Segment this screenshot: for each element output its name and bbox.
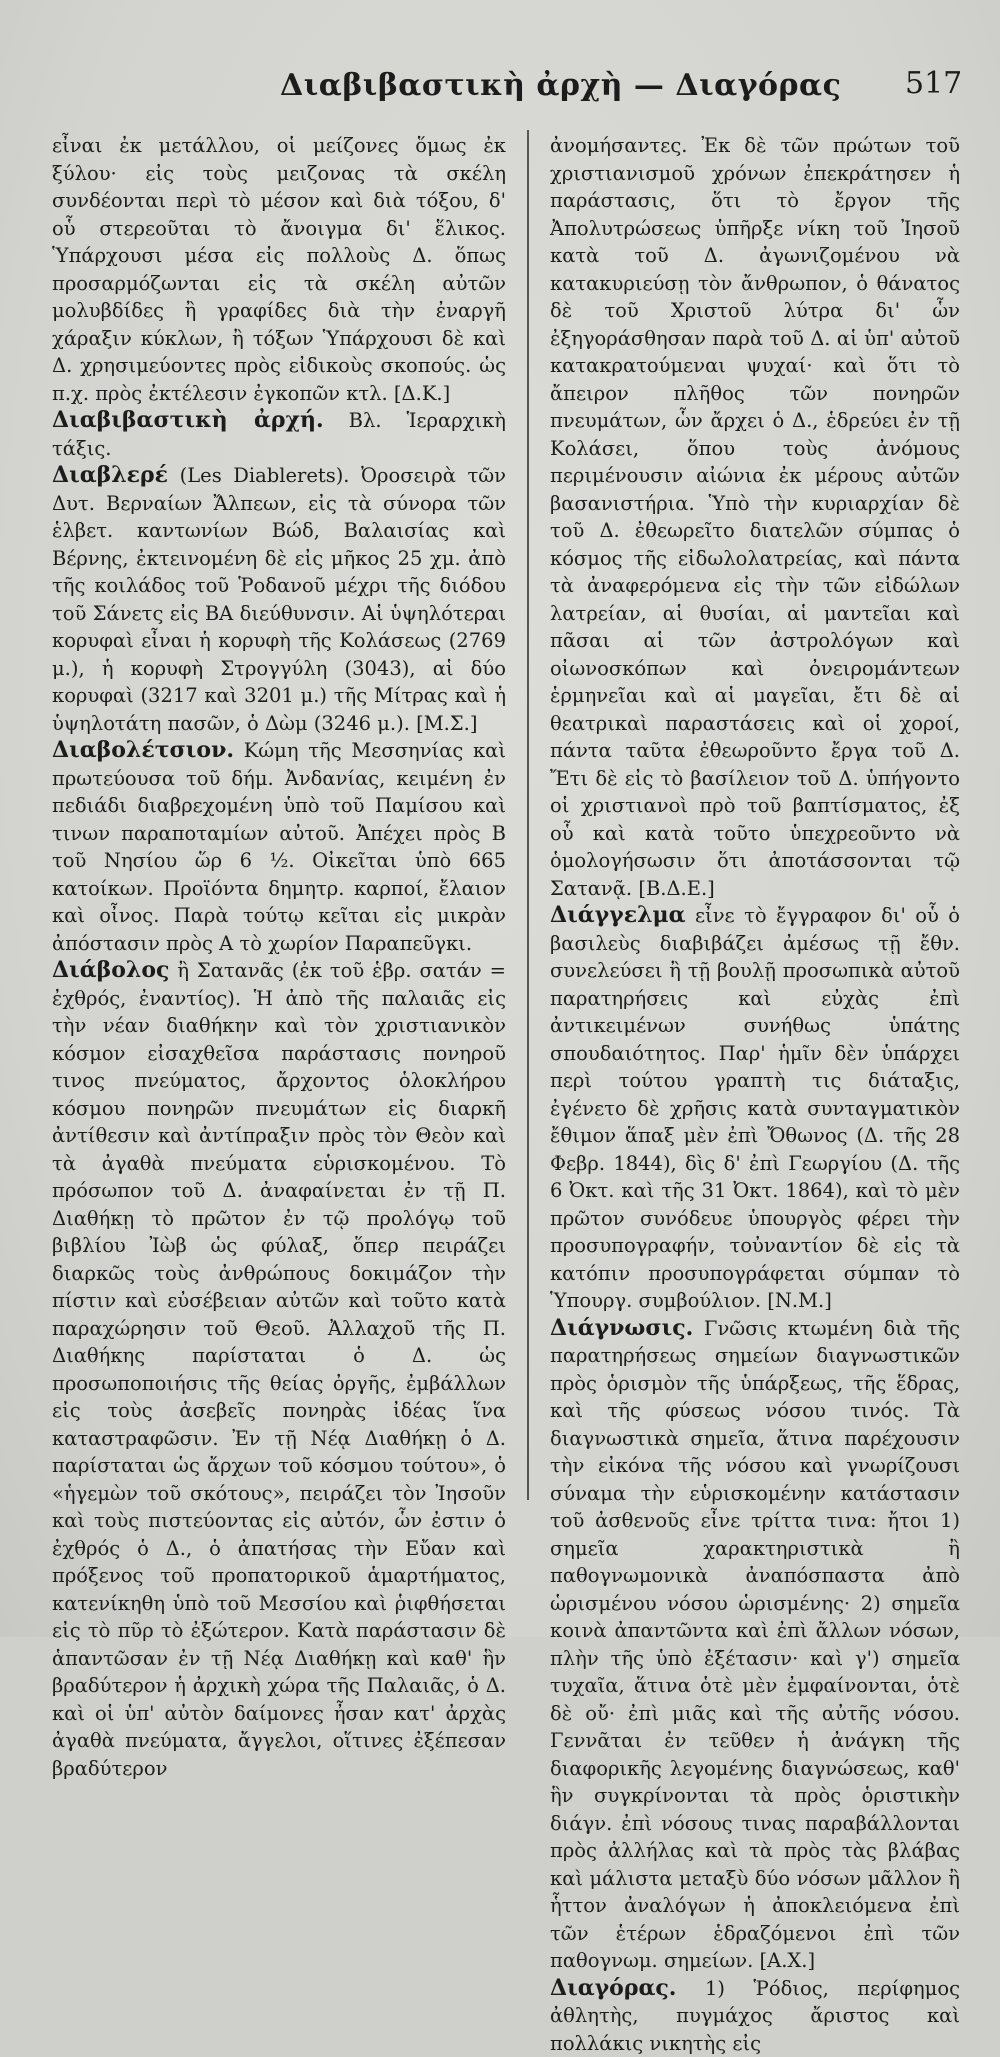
- entry-continuation: [52, 132, 506, 407]
- entry: [550, 1975, 960, 2057]
- entry: [52, 957, 506, 1782]
- entry: [550, 1315, 960, 1975]
- entry-text: εἶνε τὸ ἔγγραφον δι' οὗ ὁ βασιλεὺς διαβιβάζει ἀμέσως τῇ ἔθν. συνελεύσει ἢ τῇ βουλῇ προσωπικὰ αὐτοῦ παρατηρήσεις καὶ εὐχὰς ἐπὶ ἀντικειμένων συνήθως ὑπάτης σπουδαιότητος. Παρ' ἡμῖν δὲν ὑπάρχει περὶ τούτου γραπτὴ τις διάταξις, ἐγένετο δὲ χρῆσις κατὰ συνταγματικὸν ἔθιμον ἅπαξ μὲν ἐπὶ Ὄθωνος (Δ. τῆς 28 Φεβρ. 1844), δὶς δ' ἐπὶ Γεωργίου (Δ. τῆς 6 Ὀκτ. καὶ τῆς 31 Ὀκτ. 1864), καὶ τὸ μὲν πρῶτον συνόδευε ὑπουργὸς φέρει τὴν προσυπογραφήν, τοὐναντίον δὲ εἰς τὰ κατόπιν προσυπογράφεται σύμπαν τὸ Ὑπουργ. συμβούλιον. [Ν.Μ.]: [550, 904, 960, 1312]
- entry-headword: Διαβιβαστικὴ ἀρχή.: [52, 407, 324, 433]
- entry-text: Γνῶσις κτωμένη διὰ τῆς παρατηρήσεως σημείων διαγνωστικῶν πρὸς ὁρισμὸν τῆς ὑπάρξεως, τῆς ἕδρας, καὶ τῆς φύσεως νόσου τινός. Τὰ διαγνωστικὰ σημεῖα, ἅτινα παρέχουσιν τὴν εἰκόνα τῆς νόσου καὶ γνωρίζουσι σύναμα τὴν εὑρισκομένην κατάστασιν τοῦ ἀσθενοῦς εἶνε τρίττα τινα: ἤτοι 1) σημεῖα χαρακτηριστικὰ ἢ παθογνωμονικὰ ἀναπόσπαστα ἀπὸ ὡρισμένου νόσου ὡρισμένης· 2) σημεῖα κοινὰ ἀπαντῶντα καὶ ἐπὶ ἄλλων νόσων, πλὴν τῆς ὑπὸ ἐξέτασιν· καὶ γ') σημεῖα τυχαῖα, ἅτινα ὁτὲ μὲν ἐμφαίνονται, ὁτὲ δὲ οὔ· ἐπὶ μιᾶς καὶ τῆς αὐτῆς νόσου. Γεννᾶται ἐν τεῦθεν ἡ ἀνάγκη τῆς διαφορικῆς λεγομένης διαγνώσεως, καθ' ἣν συγκρίνονται τὰ πρὸς ὁριστικὴν διάγν. ἐπὶ νόσους τινας παραβάλλονται πρὸς ἀλλήλας καὶ τὰ πρὸς τὰς βλάβας καὶ μάλιστα μεταξὺ δύο νόσων μᾶλλον ἢ ἧττον ἀναλόγων ἡ ἀποκλειόμενα ἐπὶ τῶν ἑτέρων ἑδραζόμενοι ἐπὶ τῶν παθογνωμ. σημείων. [Α.Χ.]: [550, 1317, 960, 1973]
- entry-continuation: [550, 132, 960, 902]
- right-column: [550, 132, 960, 2057]
- running-head: Διαβιβαστικὴ ἀρχὴ — Διαγόρας: [280, 68, 841, 103]
- entry-text: Βλ. Ἱεραρχικὴ τάξις.: [52, 409, 506, 460]
- entry-text: 1) Ῥόδιος, περίφημος ἀθλητὴς, πυγμάχος ἄριστος καὶ πολλάκις νικητὴς εἰς: [550, 1977, 960, 2055]
- entry-headword: Διάγγελμα: [550, 902, 686, 928]
- column-rule: [527, 130, 529, 1500]
- entry-headword: Διαγόρας.: [550, 1975, 676, 2001]
- entry-text: Κώμη τῆς Μεσσηνίας καὶ πρωτεύουσα τοῦ δήμ. Ἀνδανίας, κειμένη ἐν πεδιάδι διαβρεχομένη ὑπὸ τοῦ Παμίσου καὶ τινων παραποταμίων αὐτοῦ. Ἀπέχει πρὸς Β τοῦ Νησίου ὥρ 6 ½. Οἰκεῖται ὑπὸ 665 κατοίκων. Προϊόντα δημητρ. καρποί, ἔλαιον καὶ οἶνος. Παρὰ τούτῳ κεῖται εἰς μικρὰν ἀπόστασιν πρὸς Α τὸ χωρίον Παραπεῦγκι.: [52, 739, 506, 955]
- entry-text: ἀνομήσαντες. Ἐκ δὲ τῶν πρώτων τοῦ χριστιανισμοῦ χρόνων ἐπεκράτησεν ἡ παράστασις, ὅτι τὸ ἔργον τῆς Ἀπολυτρώσεως ὑπῆρξε νίκη τοῦ Ἰησοῦ κατὰ τοῦ Δ. ἀγωνιζομένου νὰ κατακυριεύσῃ τὸν ἄνθρωπον, ὁ θάνατος δὲ τοῦ Χριστοῦ λύτρα δι' ὧν ἐξηγοράσθησαν παρὰ τοῦ Δ. αἱ ὑπ' αὐτοῦ κατακρατούμεναι ψυχαί· καὶ ὅτι τὸ ἄπειρον πλῆθος τῶν πονηρῶν πνευμάτων, ὧν ἄρχει ὁ Δ., ἑδρεύει ἐν τῇ Κολάσει, ὅπου τοὺς ἀνόμους περιμένουσιν αἰώνια ἐκ μέρους αὐτῶν βασανιστήρια. Ὑπὸ τὴν κυριαρχίαν δὲ τοῦ Δ. ἐθεωρεῖτο διατελῶν σύμπας ὁ κόσμος τῆς εἰδωλολατρείας, καὶ πάντα τὰ ἀναφερόμενα εἰς τὴν τῶν εἰδώλων λατρείαν, αἱ θυσίαι, αἱ μαντεῖαι καὶ πᾶσαι αἱ τῶν ἀστρολόγων καὶ οἰωνοσκόπων καὶ ὀνειρομάντεων ἑρμηνεῖαι καὶ αἱ μαγεῖαι, ἔτι δὲ αἱ θεατρικαὶ παραστάσεις καὶ οἱ χοροί, πάντα ταῦτα ἐθεωροῦντο ἔργα τοῦ Δ. Ἔτι δὲ εἰς τὸ βασίλειον τοῦ Δ. ὑπήγοντο οἱ χριστιανοὶ πρὸ τοῦ βαπτίσματος, ἐξ οὗ καὶ κατὰ τοῦτο ὑπεχρεοῦντο νὰ ὁμολογήσωσιν ὅτι ἀποτάσσονται τῷ Σατανᾷ. [Β.Δ.Ε.]: [550, 134, 960, 900]
- entry-headword: Διαβλερέ: [52, 462, 168, 488]
- entry-text: ἢ Σατανᾶς (ἐκ τοῦ ἑβρ. σατάν = ἐχθρός, ἐναντίος). Ἡ ἀπὸ τῆς παλαιᾶς εἰς τὴν νέαν διαθήκην καὶ τὸν χριστιανικὸν κόσμον εἰσαχθεῖσα παράστασις πονηροῦ τινος πνεύματος, ἄρχοντος ὁλοκλήρου κόσμου πονηρῶν πνευμάτων εἰς διαρκῆ ἀντίθεσιν καὶ ἀντίπραξιν πρὸς τὸν Θεὸν καὶ τὰ ἀγαθὰ πνεύματα εὑρισκομένου. Τὸ πρόσωπον τοῦ Δ. ἀναφαίνεται ἐν τῇ Π. Διαθήκῃ τὸ πρῶτον ἐν τῷ προλόγῳ τοῦ βιβλίου Ἰὼβ ὡς φύλαξ, ὅπερ πειράζει διαρκῶς τοὺς ἀνθρώπους δοκιμάζον τὴν πίστιν καὶ εὐσέβειαν αὐτῶν καὶ τοῦτο κατὰ παραχώρησιν τοῦ Θεοῦ. Ἀλλαχοῦ τῆς Π. Διαθήκης παρίσταται ὁ Δ. ὡς προσωποποιήσις τῆς θείας ὀργῆς, ἐμβάλλων εἰς τοὺς ἀσεβεῖς πονηρὰς ἰδέας ἵνα καταστραφῶσιν. Ἐν τῇ Νέᾳ Διαθήκῃ ὁ Δ. παρίσταται ὡς ἄρχων τοῦ κόσμου τούτου», ὁ «ἡγεμὼν τοῦ σκότους», πειράζει τὸν Ἰησοῦν καὶ τοὺς πιστεύοντας εἰς αὐτόν, ὧν ἐστιν ὁ ἐχθρός ὁ Δ., ὁ ἀπατήσας τὴν Εὔαν καὶ πρόξενος τοῦ προπατορικοῦ ἁμαρτήματος, κατενίκηθη ὑπὸ τοῦ Μεσσίου καὶ ῥιφθήσεται εἰς τὸ πῦρ τὸ ἐξώτερον. Κατὰ παράστασιν δὲ ἁπαντῶσαν ἐν τῇ Νέᾳ Διαθήκῃ καὶ καθ' ἣν βραδύτερον ἡ ἀρχικὴ χώρα τῆς Παλαιᾶς, ὁ Δ. καὶ οἱ ὑπ' αὐτὸν δαίμονες ἦσαν κατ' ἀρχὰς ἀγαθὰ πνεύματα, ἄγγελοι, οἵτινες ἐξέπεσαν βραδύτερον: [52, 959, 506, 1780]
- entry-headword: Διαβολέτσιον.: [52, 737, 234, 763]
- entry: [550, 902, 960, 1315]
- left-column: [52, 132, 506, 1782]
- entry-headword: Διάβολος: [52, 957, 169, 983]
- entry: [52, 737, 506, 957]
- entry-text: (Les Diablerets). Ὀροσειρὰ τῶν Δυτ. Βερναίων Ἄλπεων, εἰς τὰ σύνορα τῶν ἑλβετ. καντωνίων Βώδ, Βαλαισίας καὶ Βέρνης, ἐκτεινομένη δὲ εἰς μῆκος 25 χμ. ἀπὸ τῆς κοιλάδος τοῦ Ῥοδανοῦ μέχρι τῆς διόδου τοῦ Σάνετς εἰς ΒΑ διεύθυνσιν. Αἱ ὑψηλότεραι κορυφαὶ εἶναι ἡ κορυφὴ τῆς Κολάσεως (2769 μ.), ἡ κορυφὴ Στρογγύλη (3043), αἱ δύο κορυφαὶ (3217 καὶ 3201 μ.) τῆς Μίτρας καὶ ἡ ὑψηλοτάτη πασῶν, ὁ Δὼμ (3246 μ.). [Μ.Σ.]: [52, 464, 506, 735]
- entry: [52, 462, 506, 737]
- entry-text: εἶναι ἐκ μετάλλου, οἱ μείζονες ὅμως ἐκ ξύλου· εἰς τοὺς μειζονας τὰ σκέλη συνδέονται περὶ τὸ μέσον καὶ διὰ τόξου, δ' οὗ στερεοῦται τὸ ἄνοιγμα δι' ἕλικος. Ὑπάρχουσι μέσα εἰς πολλοὺς Δ. ὅπως προσαρμόζωνται εἰς τὰ σκέλη αὐτῶν μολυβδίδες ἢ γραφίδες διὰ τὴν ἐναργῆ χάραξιν κύκλων, ἢ τόξων Ὑπάρχουσι δὲ καὶ Δ. χρησιμεύοντες πρὸς εἰδικοὺς σκοπούς. ὡς π.χ. πρὸς ἐκτέλεσιν ἐγκοπῶν κτλ. [Δ.Κ.]: [52, 134, 506, 405]
- entry-headword: Διάγνωσις.: [550, 1315, 693, 1341]
- entry: [52, 407, 506, 462]
- page-number: 517: [905, 66, 962, 101]
